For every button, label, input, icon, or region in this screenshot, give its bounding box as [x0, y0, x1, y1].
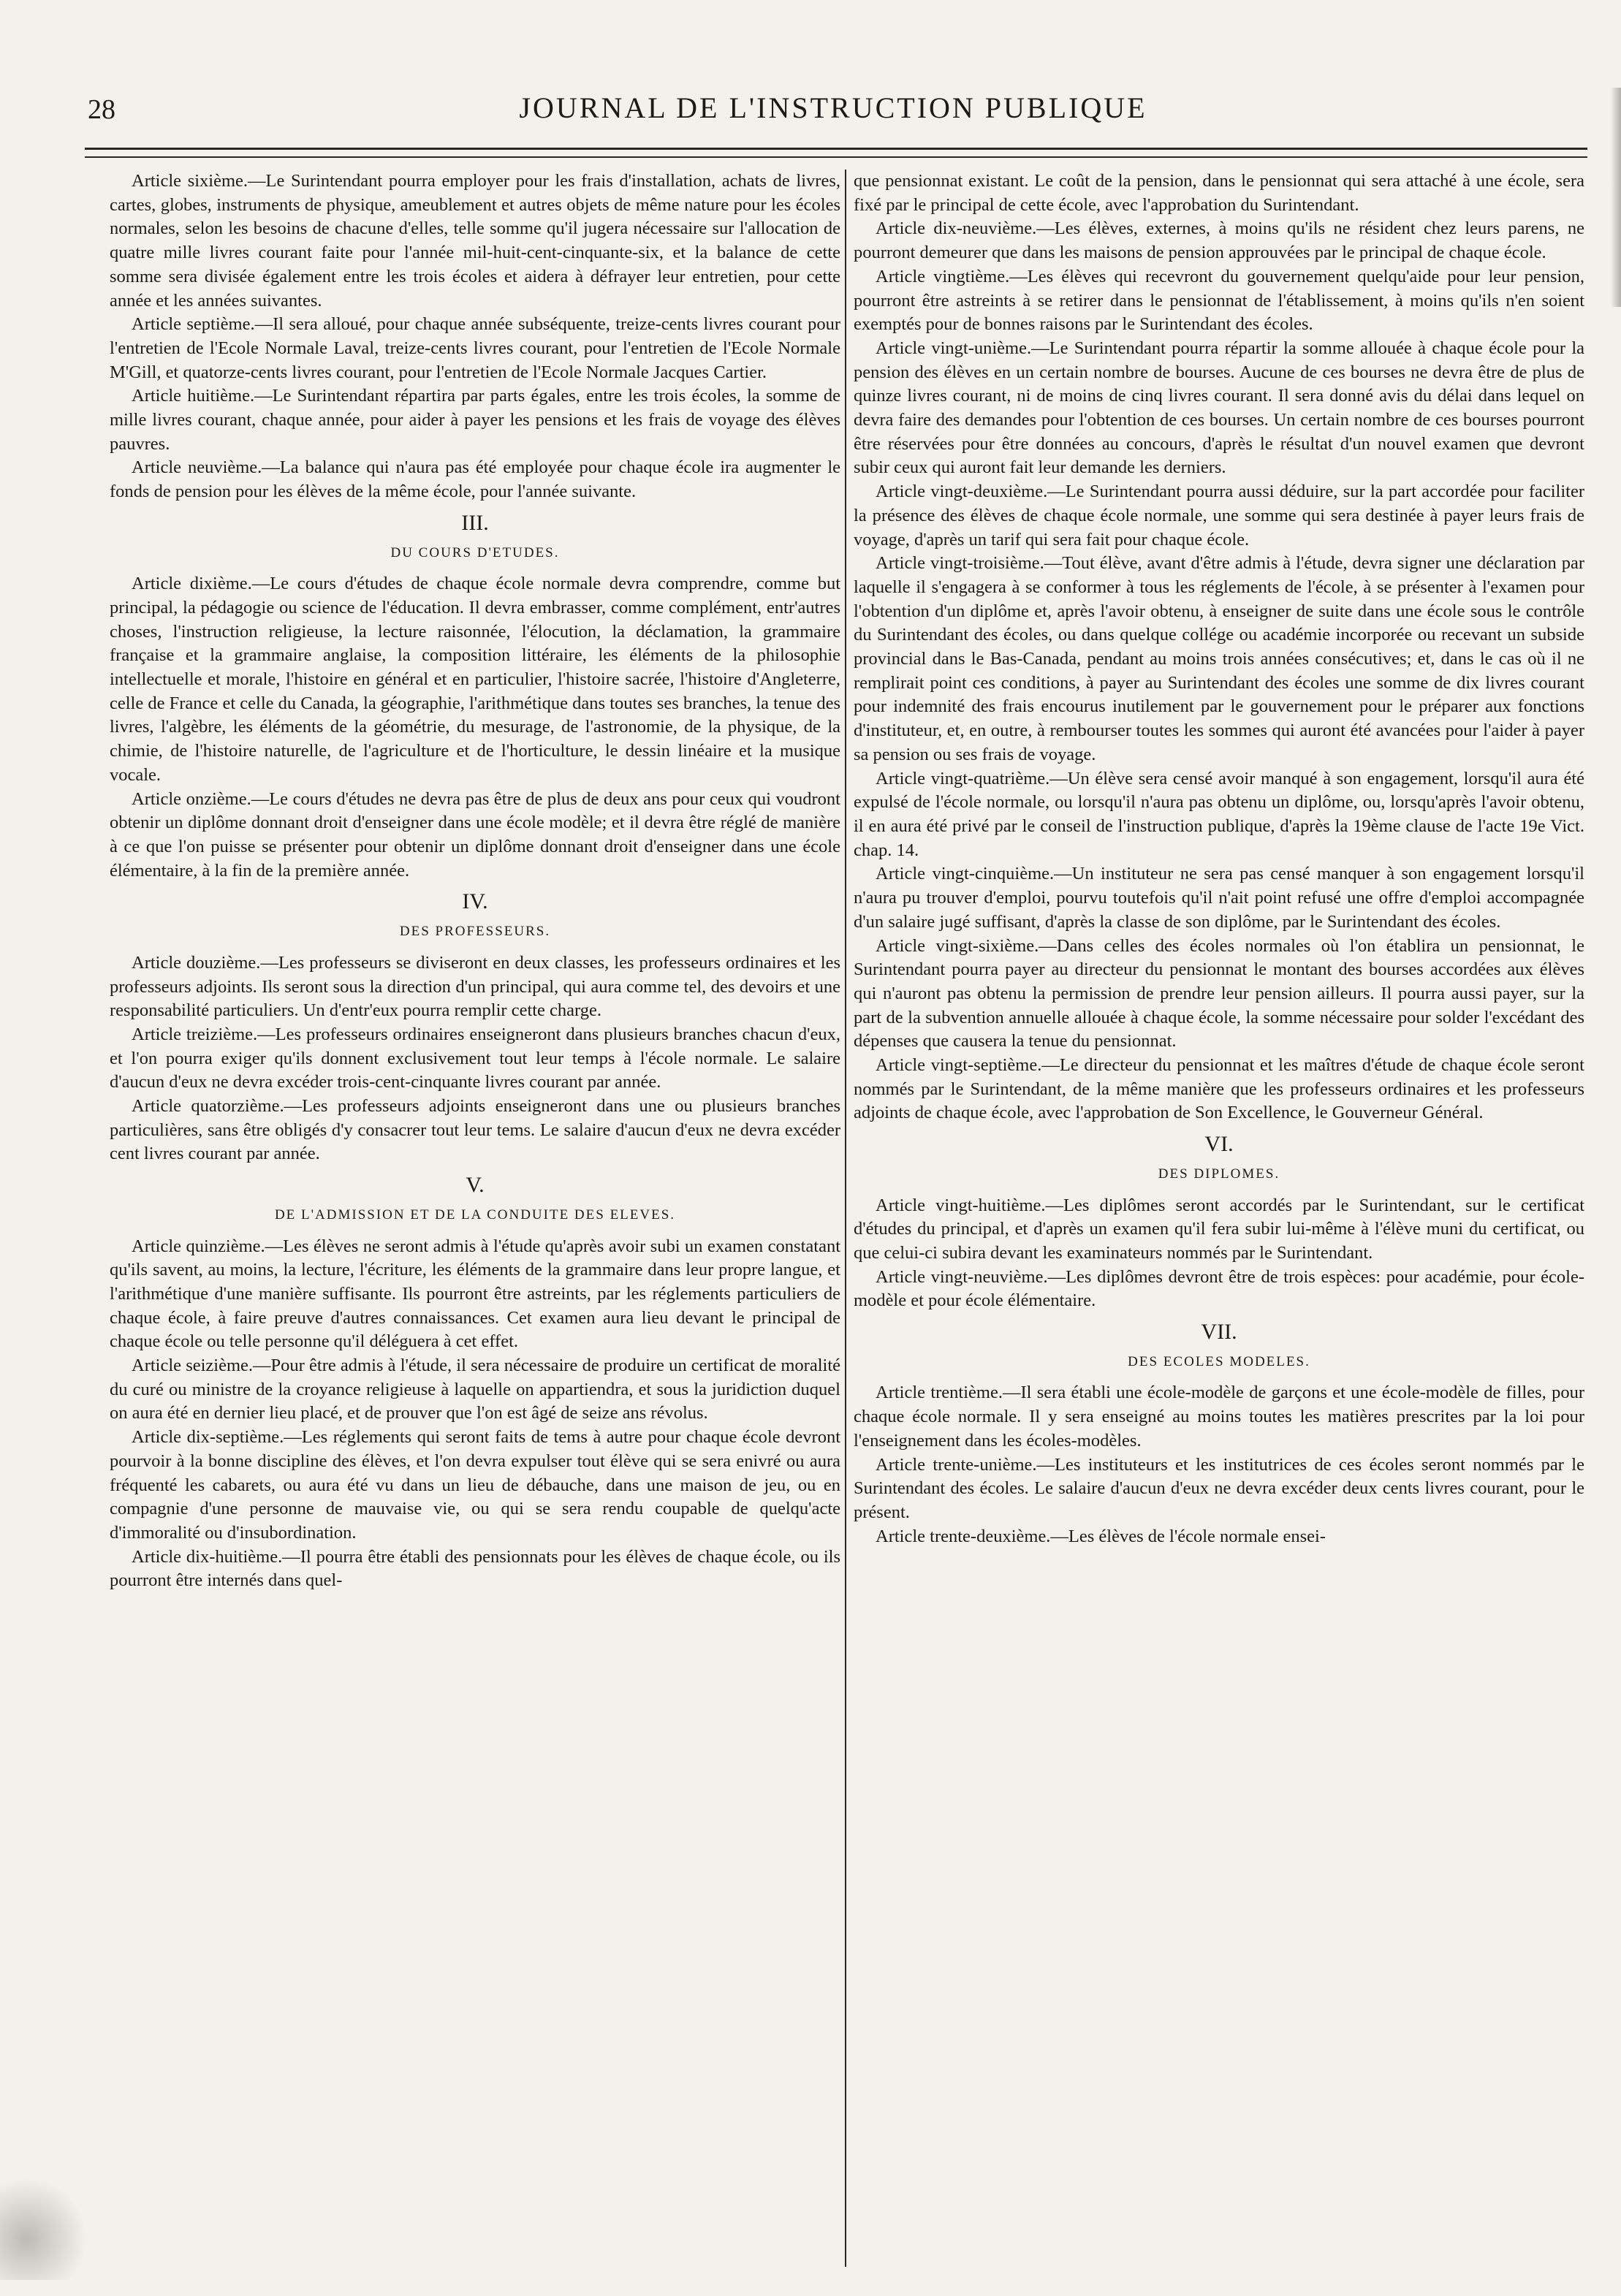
section-title: DES DIPLOMES. [1158, 1166, 1280, 1182]
article-paragraph: Article trentième.—Il sera établi une école-modèle de garçons et une école-modèle de filles, pour chaque école normale. Il y sera enseigné au moins toutes les matières prescrites par la loi pour l'enseignement dans les écoles-modèles. [854, 1383, 1584, 1451]
article-paragraph: Article vingt-troisième.—Tout élève, avant d'être admis à l'étude, devra signer une déclaration par laquelle il s'engagera à se conformer à tous les réglements de l'école, à se présenter à l'examen pour l'obtention d'un diplôme et, après l'avoir obtenu, à enseigner de suite dans une école sous le contrôle du Surintendant des écoles, ou dans quelque collége ou académie incorporée ou recevant un subside provincial dans le Bas-Canada, pendant au moins trois années consécutives; et, dans le cas où il ne remplirait point ces conditions, à payer au Surintendant des écoles une somme de dix livres courant pour indemnité des frais encourus inutilement par le gouvernement pour le préparer aux fonctions d'instituteur, et, en outre, à rembourser toutes les sommes qui auront été avancées pour l'aider à payer sa pension ou ses frais de voyage. [854, 553, 1584, 764]
section-title: DES PROFESSEURS. [399, 924, 551, 940]
article-paragraph: Article sixième.—Le Surintendant pourra employer pour les frais d'installation, achats de livres, cartes, globes, instruments de physique, ameublement et autres objets de même nature pour les écoles normales, selon les besoins de chacune d'elles, telle somme qu'il jugera nécessaire sur l'allocation de quatre mille livres courant faite pour l'année mil-huit-cent-cinquante-six, et la balance de cette somme sera divisée également entre les trois écoles et aidera à défrayer leur entretien, pour cette année et les années suivantes. [110, 171, 840, 311]
article-paragraph: Article dix-neuvième.—Les élèves, externes, à moins qu'ils ne résident chez leurs parens, ne pourront demeurer que dans les maisons de pension approuvées par le principal de chaque école. [854, 218, 1584, 263]
article-paragraph: Article vingt-huitième.—Les diplômes seront accordés par le Surintendant, sur le certificat d'études du principal, et d'après un examen qu'il fera subir lui-même à l'élève muni du certificat, ou que celui-ci subira devant les examinateurs nommés par le Surintendant. [854, 1195, 1584, 1263]
header-rule [85, 148, 1587, 150]
section-title: DU COURS D'ETUDES. [390, 544, 560, 560]
article-paragraph: Article neuvième.—La balance qui n'aura pas été employée pour chaque école ira augmenter le fonds de pension pour les élèves de la même école, pour l'année suivante. [110, 457, 840, 502]
article-paragraph: Article vingt-septième.—Le directeur du pensionnat et les maîtres d'étude de chaque école seront nommés par le Surintendant, de la même manière que les professeurs ordinaires et les professeurs adjoints de chaque école, avec l'approbation de Son Excellence, le Gouverneur Général. [854, 1055, 1584, 1123]
article-paragraph: Article onzième.—Le cours d'études ne devra pas être de plus de deux ans pour ceux qui voudront obtenir un diplôme donnant droit d'enseigner dans une école modèle; et il devra être réglé de manière à ce que l'on puisse se présenter pour obtenir un diplôme donnant droit d'enseigner dans une école élémentaire, à la fin de la première année. [110, 788, 840, 881]
article-paragraph: Article vingt-unième.—Le Surintendant pourra répartir la somme allouée à chaque école pour la pension des élèves en un certain nombre de bourses. Aucune de ces bourses ne devra être de plus de quinze livres courant, ni de moins de cinq livres courant. Il sera donné avis du délai dans lequel on devra faire des demandes pour l'obtention de ces bourses. Un certain nombre de ces bourses pourront être réservées pour être données au concours, d'après le résultat d'un nouvel examen que devront subir ceux qui auront fait leur demande les derniers. [854, 338, 1584, 478]
article-paragraph: Article huitième.—Le Surintendant répartira par parts égales, entre les trois écoles, la somme de mille livres courant, chaque année, pour aider à payer les pensions et les frais de voyage des élèves pauvres. [110, 386, 840, 454]
page-number: 28 [88, 94, 115, 125]
page-edge-shadow [1611, 88, 1621, 307]
article-paragraph: que pensionnat existant. Le coût de la pension, dans le pensionnat qui sera attaché à une école, sera fixé par le principal de cette école, avec l'approbation du Surintendant. [854, 171, 1584, 215]
article-paragraph: Article vingt-deuxième.—Le Surintendant pourra aussi déduire, sur la part accordée pour faciliter la présence des élèves de chaque école normale, une somme qui sera destinée à payer leurs frais de voyage, d'après un tarif qui sera fait pour chaque école. [854, 482, 1584, 550]
article-paragraph: Article septième.—Il sera alloué, pour chaque année subséquente, treize-cents livres courant pour l'entretien de l'Ecole Normale Laval, treize-cents livres courant, pour l'entretien de l'Ecole Normale M'Gill, et quatorze-cents livres courant, pour l'entretien de l'Ecole Normale Jacques Cartier. [110, 314, 840, 382]
section-title: DE L'ADMISSION ET DE LA CONDUITE DES ELEVES. [274, 1206, 676, 1223]
article-paragraph: Article seizième.—Pour être admis à l'étude, il sera nécessaire de produire un certificat de moralité du curé ou ministre de la croyance religieuse à laquelle on appartiendra, et sous la juridiction duquel on aura été en dernier lieu placé, et de prouver que l'on est âgé de seize ans révolus. [110, 1356, 840, 1423]
header-rule-secondary [85, 156, 1587, 158]
article-paragraph: Article trente-deuxième.—Les élèves de l'école normale ensei- [876, 1526, 1326, 1546]
article-paragraph: Article dix-septième.—Les réglements qui seront faits de tems à autre pour chaque école devront pourvoir à la bonne discipline des élèves, et l'on devra expulser tout élève qui se sera enivré ou aura fréquenté les cabarets, ou aura été vu dans un lieu de débauche, dans une maison de jeu, ou en compagnie d'une personne de mauvaise vie, ou qui se sera rendu coupable de quelqu'acte d'immoralité ou d'insubordination. [110, 1427, 840, 1543]
article-paragraph: Article douzième.—Les professeurs se diviseront en deux classes, les professeurs ordinaires et les professeurs adjoints. Ils seront sous la direction d'un principal, qui aura comme tel, des devoirs et une responsabilité particuliers. Un d'entr'eux pourra remplir cette charge. [110, 952, 840, 1021]
section-number: IV. [462, 889, 488, 914]
section-number: III. [461, 510, 489, 535]
paper-stain [0, 2178, 88, 2280]
column-divider [845, 170, 846, 2267]
article-paragraph: Article dix-huitième.—Il pourra être établi des pensionnats pour les élèves de chaque école, ou ils pourront être internés dans quel- [110, 1546, 840, 1591]
article-paragraph: Article dixième.—Le cours d'études de chaque école normale devra comprendre, comme but principal, la pédagogie ou science de l'éducation. Il devra embrasser, comme complément, entr'autres choses, l'instruction religieuse, la lecture raisonnée, l'élocution, la déclamation, la grammaire française et la grammaire anglaise, la composition littéraire, les éléments de la philosophie intellectuelle et morale, l'histoire en général et en particulier, l'histoire sacrée, l'histoire d'Angleterre, celle de France et celle du Canada, la géographie, l'arithmétique dans toutes ses branches, la tenue des livres, l'algèbre, les éléments de la géométrie, du mesurage, de l'astronomie, de la physique, de la chimie, de l'histoire naturelle, de l'agriculture et de l'horticulture, le dessin linéaire et la musique vocale. [110, 574, 840, 785]
article-paragraph: Article quatorzième.—Les professeurs adjoints enseigneront dans une ou plusieurs branches particulières, sans être obligés d'y consacrer tout leur tems. Le salaire d'aucun d'eux ne devra excéder cent livres courant par année. [110, 1096, 840, 1164]
article-paragraph: Article vingt-cinquième.—Un instituteur ne sera pas censé manquer à son engagement lorsqu'il n'aura pu trouver d'emploi, pourvu toutefois qu'il n'ait point refusé une offre d'emploi accompagnée d'un salaire jugé suffisant, d'après la classe de son diplôme, par le Surintendant des écoles. [854, 864, 1584, 932]
section-title: DES ECOLES MODELES. [1128, 1353, 1310, 1369]
article-paragraph: Article trente-unième.—Les instituteurs et les institutrices de ces écoles seront nommés par le Surintendant des écoles. Le salaire d'aucun d'eux ne devra excéder deux cents livres courant, pour le présent. [854, 1454, 1584, 1522]
section-number: VII. [1201, 1320, 1237, 1345]
article-paragraph: Article vingt-quatrième.—Un élève sera censé avoir manqué à son engagement, lorsqu'il aura été expulsé de l'école normale, ou lorsqu'il n'aura pas obtenu un diplôme, ou, lorsqu'après l'avoir obtenu, il en aura été privé par le conseil de l'instruction publique, d'après la 19ème clause de l'acte 19e Vict. chap. 14. [854, 768, 1584, 860]
section-number: VI. [1204, 1132, 1234, 1157]
article-paragraph: Article vingtième.—Les élèves qui recevront du gouvernement quelqu'aide pour leur pension, pourront être astreints à se retirer dans le pensionnat de l'établissement, à moins qu'ils n'en soient exemptés pour de bonnes raisons par le Surintendant des écoles. [854, 266, 1584, 335]
journal-title: JOURNAL DE L'INSTRUCTION PUBLIQUE [519, 91, 1147, 124]
article-paragraph: Article vingt-sixième.—Dans celles des écoles normales où l'on établira un pensionnat, le Surintendant pourra payer au directeur du pensionnat le montant des bourses accordées aux élèves qui n'auront pas obtenu la permission de prendre leur pension ailleurs. Il pourra aussi payer, sur la part de la subvention annuelle allouée à chaque école, la somme nécessaire pour solder l'excédant des dépenses que causera la tenue du pensionnat. [854, 935, 1584, 1052]
right-column [854, 170, 1584, 2274]
article-paragraph: Article quinzième.—Les élèves ne seront admis à l'étude qu'après avoir subi un examen constatant qu'ils savent, au moins, la lecture, l'écriture, les éléments de la grammaire dans leur propre langue, et l'arithmétique d'une manière suffisante. Ils pourront être astreints, par les réglements particuliers de chaque école, à faire preuve d'autres connaissances. Cet examen aura lieu devant le principal de chaque école ou telle personne qu'il déléguera à cet effet. [110, 1236, 840, 1352]
article-paragraph: Article vingt-neuvième.—Les diplômes devront être de trois espèces: pour académie, pour école-modèle et pour école élémentaire. [854, 1266, 1584, 1311]
left-column [110, 170, 840, 2274]
article-paragraph: Article treizième.—Les professeurs ordinaires enseigneront dans plusieurs branches chacun d'eux, et l'on pourra exiger qu'ils donnent exclusivement tout leur temps à l'école normale. Le salaire d'aucun d'eux ne devra excéder trois-cent-cinquante livres courant par année. [110, 1024, 840, 1092]
page-header [88, 91, 1579, 134]
section-number: V. [466, 1173, 485, 1198]
